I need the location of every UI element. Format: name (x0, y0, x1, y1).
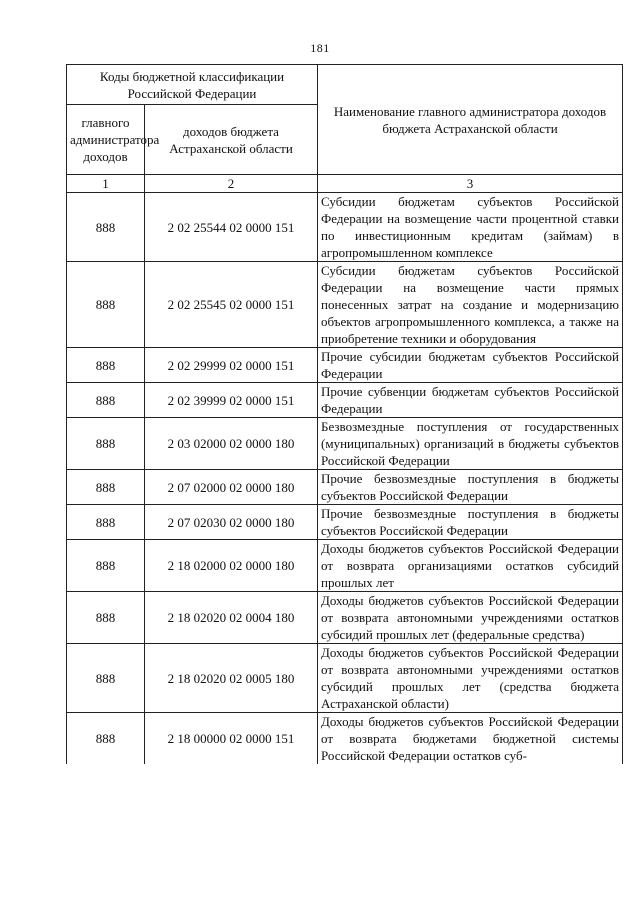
page-number: 181 (310, 41, 330, 55)
admin-code-cell: 888 (67, 713, 145, 765)
column-number-row (67, 175, 623, 193)
admin-code-cell: 888 (67, 262, 145, 348)
revenue-name-cell: Доходы бюджетов субъектов Российской Федерации от возврата бюджетами бюджетной системы Российской Федерации остатков суб- (318, 713, 623, 765)
page-bottom-margin (0, 862, 640, 905)
table-row (67, 540, 623, 592)
table-row (67, 592, 623, 644)
revenue-code-cell: 2 02 29999 02 0000 151 (145, 348, 318, 383)
revenue-code-cell: 2 18 02000 02 0000 180 (145, 540, 318, 592)
revenue-name-cell: Прочие субвенции бюджетам субъектов Российской Федерации (318, 383, 623, 418)
table-row (67, 470, 623, 505)
revenue-name-cell: Субсидии бюджетам субъектов Российской Федерации на возмещение части прямых понесенных затрат на создание и модернизацию объектов агропромышленного комплекса, а также на приобретение техники и оборудования (318, 262, 623, 348)
table-row (67, 348, 623, 383)
revenue-name-cell: Прочие безвозмездные поступления в бюджеты субъектов Российской Федерации (318, 470, 623, 505)
column-number: 1 (67, 175, 145, 193)
revenue-name-cell: Прочие безвозмездные поступления в бюджеты субъектов Российской Федерации (318, 505, 623, 540)
admin-code-cell: 888 (67, 348, 145, 383)
table-row (67, 193, 623, 262)
revenue-code-cell: 2 03 02000 02 0000 180 (145, 418, 318, 470)
table-row (67, 644, 623, 713)
column-number: 3 (318, 175, 623, 193)
table-row (67, 383, 623, 418)
revenue-code-cell: 2 02 39999 02 0000 151 (145, 383, 318, 418)
admin-code-cell: 888 (67, 644, 145, 713)
header-codes-group: Коды бюджетной классификации Российской Федерации (67, 65, 318, 105)
header-admin-name: Наименование главного администратора доходов бюджета Астраханской области (318, 65, 623, 175)
header-revenue-code: доходов бюджета Астраханской области (145, 105, 318, 175)
revenue-name-cell: Прочие субсидии бюджетам субъектов Российской Федерации (318, 348, 623, 383)
admin-code-cell: 888 (67, 418, 145, 470)
admin-code-cell: 888 (67, 470, 145, 505)
column-number: 2 (145, 175, 318, 193)
revenue-code-cell: 2 07 02000 02 0000 180 (145, 470, 318, 505)
revenue-code-cell: 2 18 02020 02 0004 180 (145, 592, 318, 644)
admin-code-cell: 888 (67, 592, 145, 644)
revenue-code-cell: 2 18 00000 02 0000 151 (145, 713, 318, 765)
revenue-code-cell: 2 02 25544 02 0000 151 (145, 193, 318, 262)
table-row (67, 418, 623, 470)
header-row (67, 65, 623, 105)
revenue-code-cell: 2 18 02020 02 0005 180 (145, 644, 318, 713)
header-admin-code: главного администратора доходов (67, 105, 145, 175)
revenue-name-cell: Субсидии бюджетам субъектов Российской Федерации на возмещение части процентной ставки по инвестиционным кредитам (займам) в агропромышленном комплексе (318, 193, 623, 262)
budget-classification-table (66, 64, 623, 764)
revenue-name-cell: Доходы бюджетов субъектов Российской Федерации от возврата автономными учреждениями остатков субсидий прошлых лет (средства бюджета Астраханской области) (318, 644, 623, 713)
admin-code-cell: 888 (67, 540, 145, 592)
table-row (67, 262, 623, 348)
admin-code-cell: 888 (67, 383, 145, 418)
revenue-name-cell: Доходы бюджетов субъектов Российской Федерации от возврата организациями остатков субсидий прошлых лет (318, 540, 623, 592)
revenue-name-cell: Безвозмездные поступления от государственных (муниципальных) организаций в бюджеты субъектов Российской Федерации (318, 418, 623, 470)
revenue-code-cell: 2 07 02030 02 0000 180 (145, 505, 318, 540)
table-row (67, 713, 623, 765)
admin-code-cell: 888 (67, 505, 145, 540)
table-row (67, 505, 623, 540)
revenue-code-cell: 2 02 25545 02 0000 151 (145, 262, 318, 348)
admin-code-cell: 888 (67, 193, 145, 262)
revenue-name-cell: Доходы бюджетов субъектов Российской Федерации от возврата автономными учреждениями остатков субсидий прошлых лет (федеральные средства) (318, 592, 623, 644)
